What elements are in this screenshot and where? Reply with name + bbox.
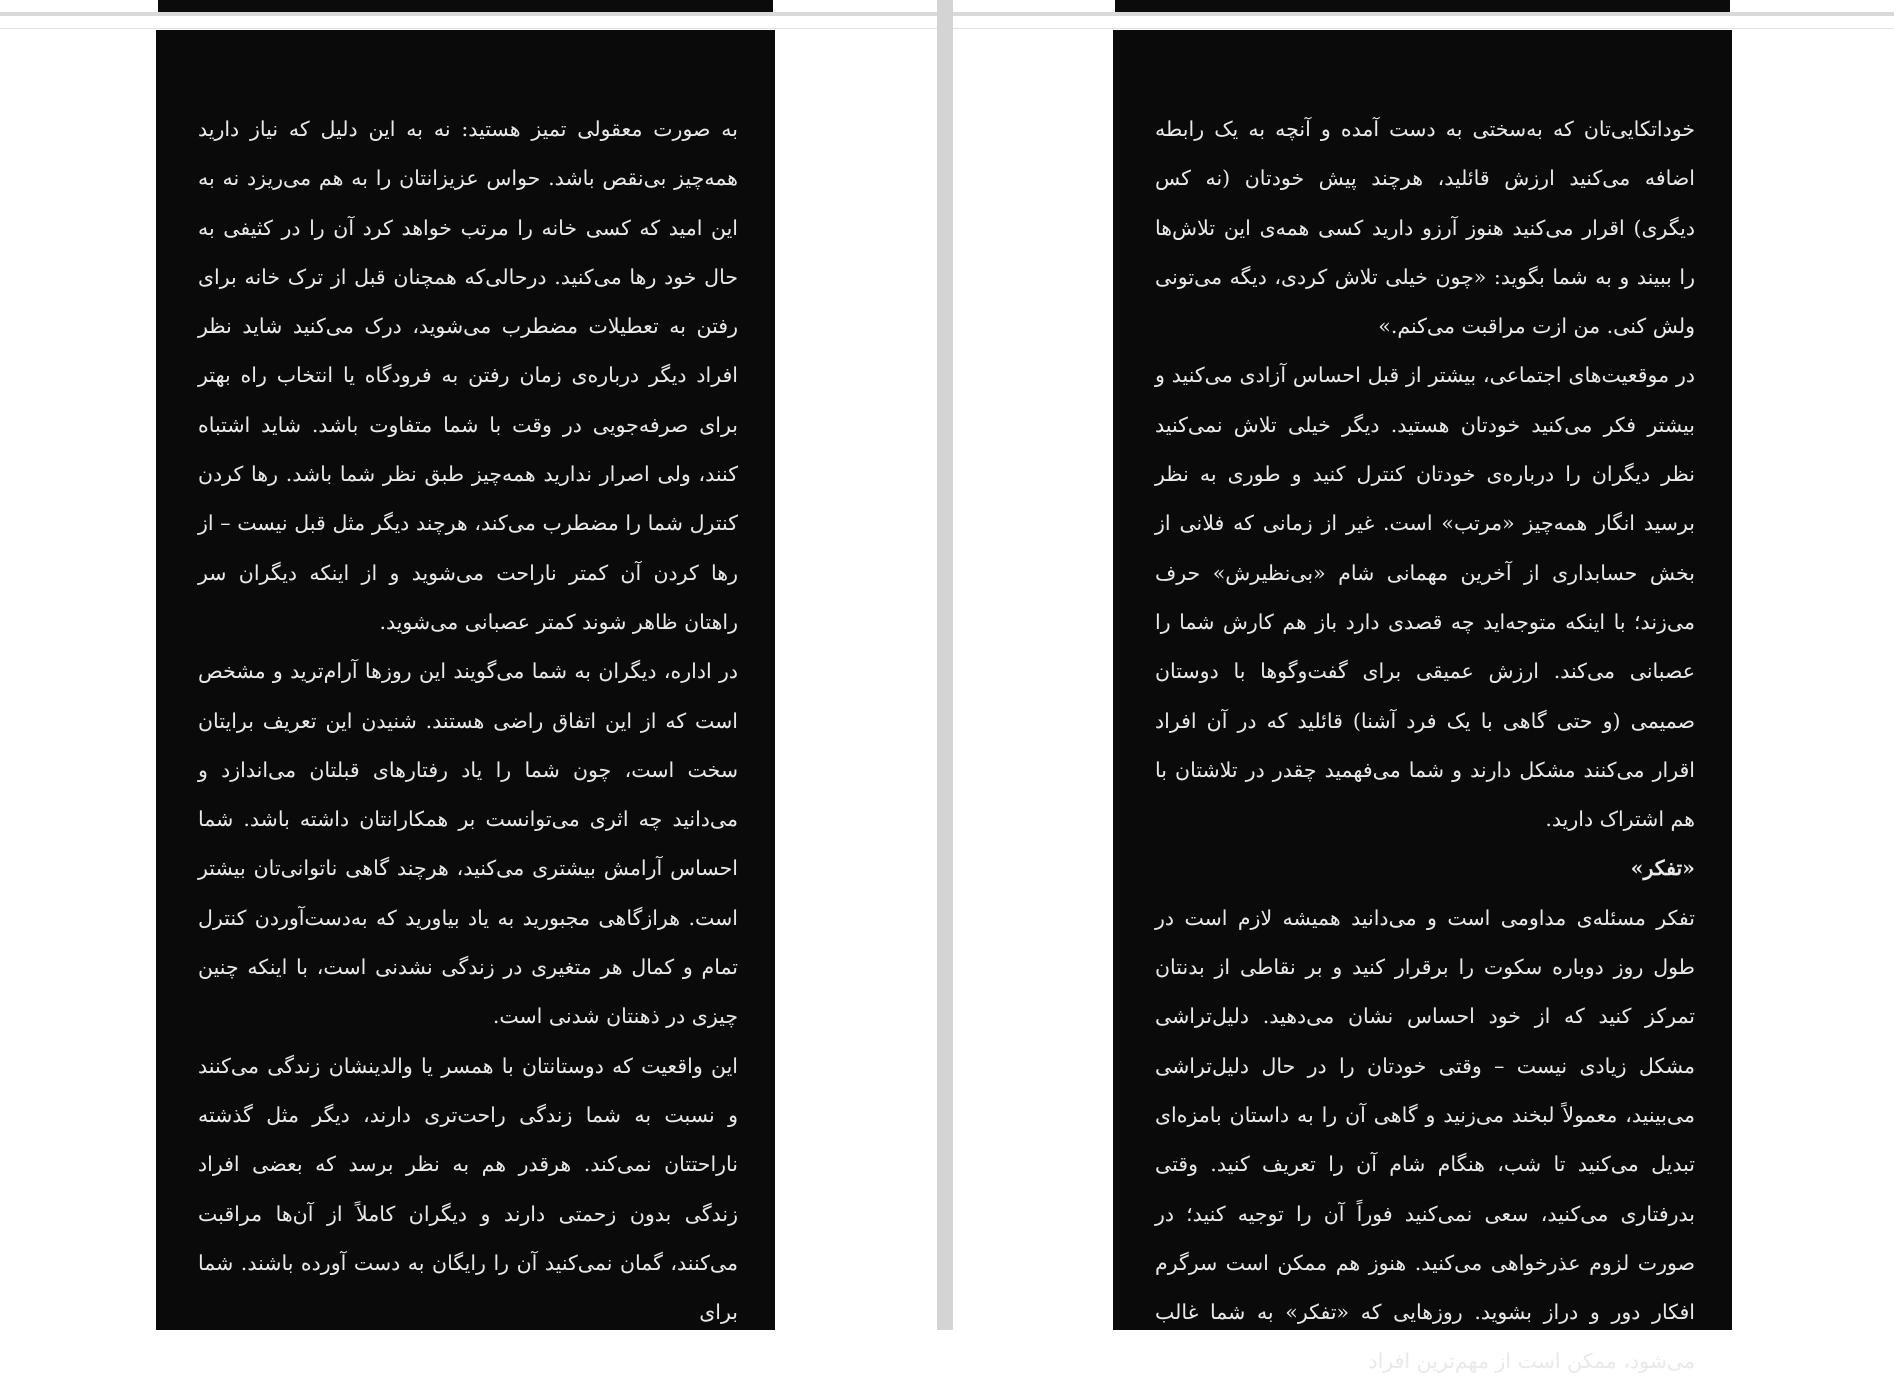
previous-right-page-edge [1115, 0, 1730, 12]
right-paragraph-1: خوداتکایی‌تان که به‌سختی به دست آمده و آنچه به یک رابطه اضافه می‌کنید ارزش قائلید، هرچند پیش خودتان (نه کس دیگری) اقرار می‌کنید هنوز آرزو دارید کسی همه‌ی این تلاش‌ها را ببیند و به شما بگوید: «چون خیلی تلاش کردی، دیگه می‌تونی ولش کنی. من ازت مراقبت می‌کنم.» [1155, 117, 1695, 339]
left-page [156, 30, 775, 1330]
section-heading: «تفکر» [1630, 856, 1695, 881]
right-paragraph-2: در موقعیت‌های اجتماعی، بیشتر از قبل احساس آزادی می‌کنید و بیشتر فکر می‌کنید خودتان هستید. دیگر خیلی تلاش نمی‌کنید نظر دیگران را درباره‌ی خودتان کنترل کنید و طوری به نظر برسید انگار همه‌چیز «مرتب» است. غیر از زمانی که فلانی از بخش حسابداری از آخرین مهمانی شام «بی‌نظیرش» حرف می‌زند؛ با اینکه متوجه‌اید چه قصدی دارد باز هم کارش شما را عصبانی می‌کند. ارزش عمیقی برای گفت‌وگوها با دوستان صمیمی (و حتی گاهی با یک فرد آشنا) قائلید که در آن افراد اقرار می‌کنند مشکل دارند و شما می‌فهمید چقدر در تلاشتان با هم اشتراک دارید. [1155, 363, 1695, 832]
left-paragraph-1: به صورت معقولی تمیز هستید: نه به این دلیل که نیاز دارید همه‌چیز بی‌نقص باشد. حواس عزیزانتان را به هم می‌ریزد نه به این امید که کسی خانه را مرتب خواهد کرد آن را در کثیفی به حال خود رها می‌کنید. درحالی‌که همچنان قبل از ترک خانه برای رفتن به تعطیلات مضطرب می‌شوید، درک می‌کنید شاید نظر افراد دیگر درباره‌ی زمان رفتن به فرودگاه یا انتخاب راه بهتر برای صرفه‌جویی در وقت با شما متفاوت باشد. شاید اشتباه کنند، ولی اصرار ندارید همه‌چیز طبق نظر شما باشد. رها کردن کنترل شما را مضطرب می‌کند، هرچند دیگر مثل قبل نیست – از رها کردن آن کمتر ناراحت می‌شوید و از اینکه دیگران سر راهتان ظاهر شوند کمتر عصبانی می‌شوید. [198, 117, 738, 634]
page-divider [937, 0, 953, 1330]
right-page [1113, 30, 1732, 1374]
left-page-text [198, 105, 738, 1337]
right-paragraph-3: تفکر مسئله‌ی مداومی است و می‌دانید همیشه لازم است در طول روز دوباره سکوت را برقرار کنید و بر نقاطی از بدنتان تمرکز کنید که از خود احساس نشان می‌دهید. دلیل‌تراشی مشکل زیادی نیست – وقتی خودتان را در حال دلیل‌تراشی می‌بینید، معمولاً لبخند می‌زنید و گاهی آن را به داستان بامزه‌ای تبدیل می‌کنید تا شب، هنگام شام آن را تعریف کنید. وقتی بدرفتاری می‌کنید، سعی نمی‌کنید فوراً آن را توجیه کنید؛ در صورت لزوم عذرخواهی می‌کنید. هنوز هم ممکن است سرگرم افکار دور و دراز بشوید. روزهایی که «تفکر» به شما غالب می‌شود، ممکن است از مهم‌ترین افراد [1155, 905, 1695, 1374]
previous-pages-separator-left [0, 12, 937, 16]
previous-left-page-edge [158, 0, 773, 12]
left-paragraph-3: این واقعیت که دوستانتان با همسر یا والدینشان زندگی می‌کنند و نسبت به شما زندگی راحت‌تری دارند، دیگر مثل گذشته ناراحتتان نمی‌کند. هرقدر هم به نظر برسد که بعضی افراد زندگی بدون زحمتی دارند و دیگران کاملاً از آن‌ها مراقبت می‌کنند، گمان نمی‌کنید آن را رایگان به دست آورده باشند. شما برای [198, 1053, 738, 1325]
previous-pages-separator-right [953, 12, 1894, 16]
right-page-text [1155, 105, 1695, 1387]
left-paragraph-2: در اداره، دیگران به شما می‌گویند این روزها آرام‌ترید و مشخص است که از این اتفاق راضی هستند. شنیدن این تعریف برایتان سخت است، چون شما را یاد رفتارهای قبلتان می‌اندازد و می‌دانید چه اثری می‌توانست بر همکارانتان داشته باشد. شما احساس آرامش بیشتری می‌کنید، هرچند گاهی ناتوانی‌تان بیشتر است. هرازگاهی مجبورید به یاد بیاورید که به‌دست‌آوردن کنترل تمام و کمال هر متغیری در زندگی نشدنی است، با اینکه چنین چیزی در ذهنتان شدنی است. [198, 659, 738, 1029]
